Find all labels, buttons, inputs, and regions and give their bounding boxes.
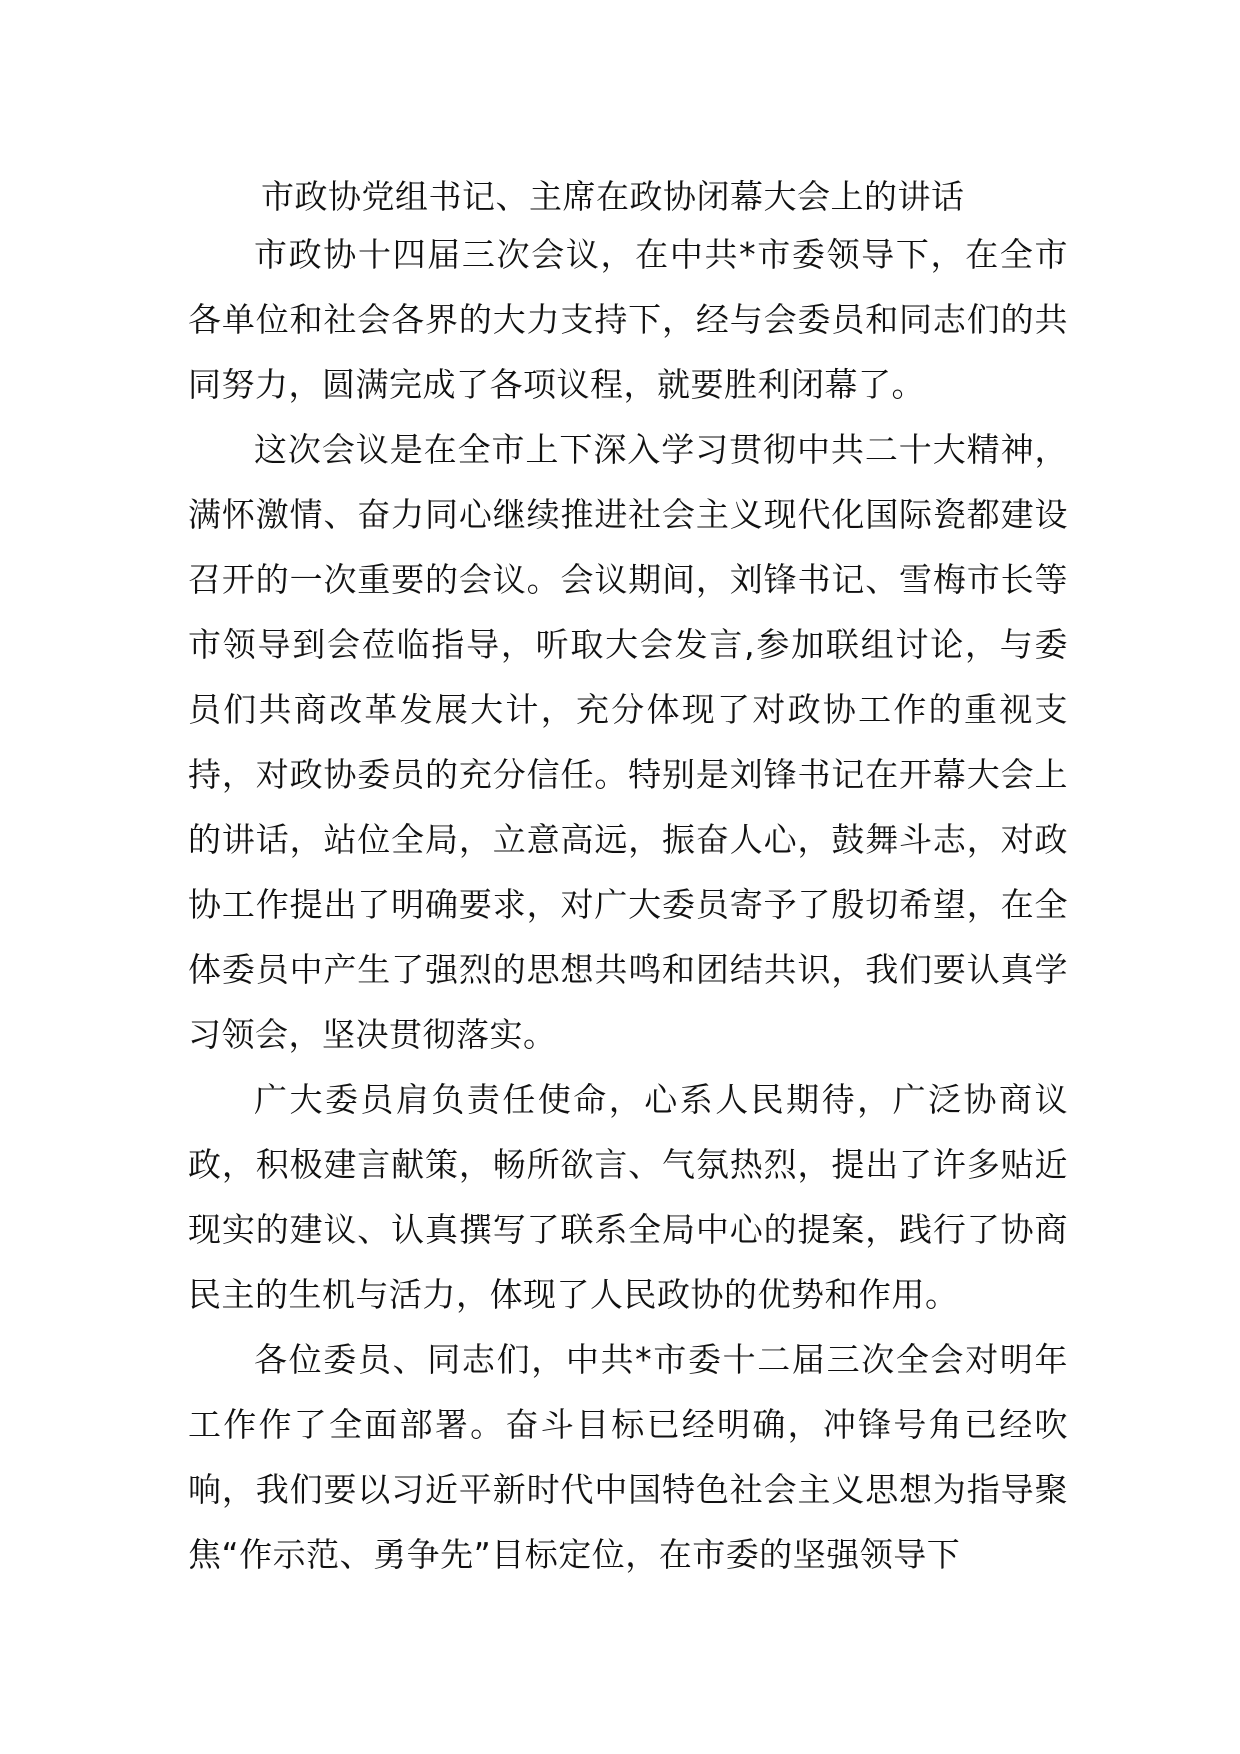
paragraph-4: 各位委员、同志们，中共*市委十二届三次全会对明年工作作了全面部署。奋斗目标已经明确，冲锋号角已经吹响，我们要以习近平新时代中国特色社会主义思想为指导聚焦“作示范、勇争先”目标定位，在市委的坚强领导下 (188, 1340, 1068, 1574)
paragraph-2: 这次会议是在全市上下深入学习贯彻中共二十大精神，满怀激情、奋力同心继续推进社会主义现代化国际瓷都建设召开的一次重要的会议。会议期间，刘锋书记、雪梅市长等市领导到会莅临指导，听取大会发言,参加联组讨论，与委员们共商改革发展大计，充分体现了对政协工作的重视支持，对政协委员的充分信任。特别是刘锋书记在开幕大会上的讲话，站位全局，立意高远，振奋人心，鼓舞斗志，对政协工作提出了明确要求，对广大委员寄予了殷切希望，在全体委员中产生了强烈的思想共鸣和团结共识，我们要认真学习领会，坚决贯彻落实。 (188, 430, 1068, 1054)
document-body (188, 172, 1068, 1587)
paragraph-3: 广大委员肩负责任使命，心系人民期待，广泛协商议政，积极建言献策，畅所欲言、气氛热烈，提出了许多贴近现实的建议、认真撰写了联系全局中心的提案，践行了协商民主的生机与活力，体现了人民政协的优势和作用。 (188, 1080, 1068, 1314)
paragraph-1: 市政协十四届三次会议，在中共*市委领导下，在全市各单位和社会各界的大力支持下，经与会委员和同志们的共同努力，圆满完成了各项议程，就要胜利闭幕了。 (188, 235, 1068, 404)
document-title: 市政协党组书记、主席在政协闭幕大会上的讲话 (261, 177, 965, 216)
